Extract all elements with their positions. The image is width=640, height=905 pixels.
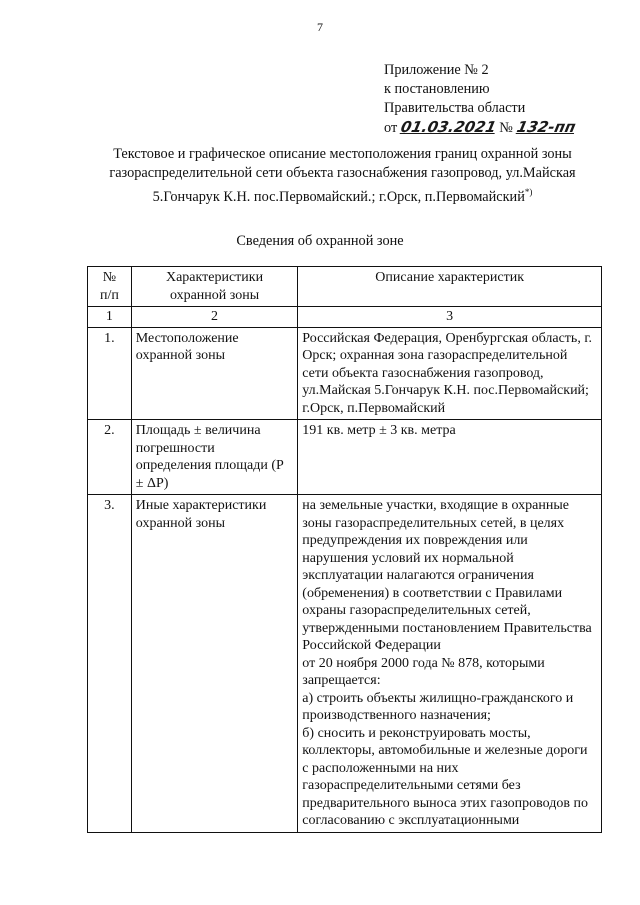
row-description: Российская Федерация, Оренбургская область, г. Орск; охранная зона газораспределительной сети объекта газоснабжения газопровод, ул.Майская 5.Гончарук К.Н. пос.Первомайский; г.Орск, п.Первомайский — [298, 327, 602, 420]
number-sign: № — [499, 120, 513, 136]
row-description: 191 кв. метр ± 3 кв. метра — [298, 420, 602, 495]
page-number: 7 — [317, 20, 323, 34]
header-characteristics: Характеристики охранной зоны — [131, 267, 298, 307]
row-description: на земельные участки, входящие в охранные зоны газораспределительных сетей, в целях предупреждения их повреждения или нарушения условий их нормальной эксплуатации налагаются ограничения (обременения) в соответствии с Правилами охраны газораспределительных сетей, утвержденными постановлением Правительства Российской Федерации от 20 ноября 2000 года № 878, которыми запрещается: а) строить объекты жилищно-гражданского и производственного назначения; б) сносить и реконструировать мосты, коллекторы, автомобильные и железные дороги с расположенными на них газораспределительными сетями без предварительного выноса этих газопроводов по согласованию с эксплуатационными — [298, 495, 602, 833]
column-number: 2 — [131, 307, 298, 328]
row-number: 2. — [88, 420, 132, 495]
handwritten-number: 132-пп — [514, 118, 577, 136]
table-row — [88, 327, 602, 420]
column-number: 1 — [88, 307, 132, 328]
row-number: 1. — [88, 327, 132, 420]
document-title — [90, 145, 595, 207]
protection-zone-table — [87, 266, 602, 833]
table-header-row — [88, 267, 602, 307]
row-characteristic: Площадь ± величина погрешности определения площади (Р ± ΔР) — [131, 420, 298, 495]
table-row — [88, 420, 602, 495]
column-numbers-row — [88, 307, 602, 328]
title-text: Текстовое и графическое описание местоположения границ охранной зоны газораспределительной сети объекта газоснабжения газопровод, ул.Майская 5.Гончарук К.Н. пос.Первомайский.; г.Орск, п.Первомайский — [109, 146, 576, 205]
header-number: № п/п — [88, 267, 132, 307]
row-characteristic: Местоположение охранной зоны — [131, 327, 298, 420]
appendix-date-line — [384, 118, 575, 138]
date-prefix: от — [384, 120, 398, 136]
header-description: Описание характеристик — [298, 267, 602, 307]
table-row — [88, 495, 602, 833]
appendix-line-2: к постановлению — [384, 81, 490, 97]
column-number: 3 — [298, 307, 602, 328]
title-footnote-mark: *) — [524, 187, 533, 197]
row-number: 3. — [88, 495, 132, 833]
appendix-line-1: Приложение № 2 — [384, 62, 489, 78]
handwritten-date: 01.03.2021 — [398, 118, 498, 136]
row-characteristic: Иные характеристики охранной зоны — [131, 495, 298, 833]
appendix-block — [384, 61, 575, 138]
appendix-line-3: Правительства области — [384, 100, 526, 116]
section-subtitle: Сведения об охранной зоне — [236, 233, 404, 249]
